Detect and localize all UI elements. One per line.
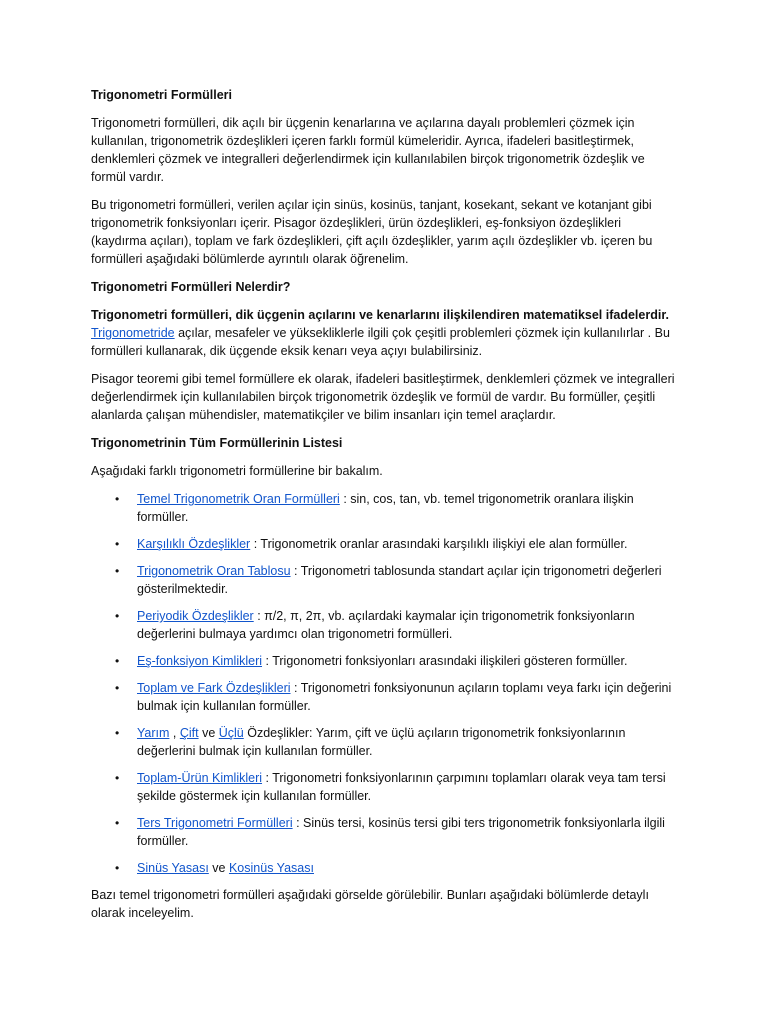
link-triple[interactable]: Üçlü	[218, 726, 244, 740]
list-item-text: : Sinüs tersi, kosinüs tersi gibi ters trigonometrik fonksiyonlarla ilgili formüller.	[137, 816, 665, 848]
bullet-icon: •	[115, 609, 120, 623]
bullet-icon: •	[115, 564, 120, 578]
bullet-icon: •	[115, 654, 120, 668]
definition-bold-text: Trigonometri formülleri, dik üçgenin açılarını ve kenarlarını ilişkilendiren matematiksel ifadelerdir.	[91, 308, 669, 322]
bullet-icon: •	[115, 492, 120, 506]
intro-paragraph-1: Trigonometri formülleri, dik açılı bir üçgenin kenarlarına ve açılarına dayalı problemleri çözmek için kullanılan, trigonometrik özdeşlikleri içeren farklı formül kümeleridir. Ayrıca, ifadeleri basitleştirmek, denklemleri çözmek ve integralleri değerlendirmek için kullanılabilen birçok trigonometrik özdeşlik ve formül vardır.	[91, 116, 645, 184]
list-item	[115, 859, 678, 877]
bullet-icon: •	[115, 816, 120, 830]
list-item-text: : Trigonometrik oranlar arasındaki karşılıklı ilişkiyi ele alan formüller.	[250, 537, 628, 551]
list-separator: ve	[198, 726, 219, 740]
section1-paragraph-2: Pisagor teoremi gibi temel formüllere ek olarak, ifadeleri basitleştirmek, denklemleri çözmek ve integralleri değerlendirmek için kullanılabilen birçok trigonometrik özdeşlik ve formül de vardır. Bu formüller, çeşitli alanlarda çalışan mühendisler, matematikçiler ve bilim insanları için temel araçlardır.	[91, 372, 675, 422]
list-item	[115, 679, 678, 715]
link-law-of-cosines[interactable]: Kosinüs Yasası	[228, 861, 314, 875]
link-basic-ratio-formulas[interactable]: Temel Trigonometrik Oran Formülleri	[137, 492, 340, 506]
link-law-of-sines[interactable]: Sinüs Yasası	[137, 861, 209, 875]
page-title: Trigonometri Formülleri	[91, 88, 232, 102]
closing-paragraph: Bazı temel trigonometri formülleri aşağıdaki görselde görülebilir. Bunları aşağıdaki bölümlerde detaylı olarak inceleyelim.	[91, 888, 649, 920]
list-item	[115, 814, 678, 850]
link-half[interactable]: Yarım	[137, 726, 170, 740]
bullet-icon: •	[115, 771, 120, 785]
list-item-text: : Trigonometri tablosunda standart açılar için trigonometri değerleri gösterilmektedir.	[137, 564, 662, 596]
list-item	[115, 724, 678, 760]
list-item-text: Özdeşlikler: Yarım, çift ve üçlü açıların trigonometrik fonksiyonlarının değerlerini bulmak için kullanılan formüller.	[137, 726, 626, 758]
section-heading-list: Trigonometrinin Tüm Formüllerinin Listesi	[91, 436, 343, 450]
link-reciprocal-identities[interactable]: Karşılıklı Özdeşlikler	[137, 537, 251, 551]
section1-paragraph-1	[91, 306, 678, 360]
link-double[interactable]: Çift	[179, 726, 199, 740]
bullet-icon: •	[115, 681, 120, 695]
link-inverse-trig-formulas[interactable]: Ters Trigonometri Formülleri	[137, 816, 293, 830]
list-item-text: : Trigonometri fonksiyonunun açıların toplamı veya farkı için değerini bulmak için kullanılan formüller.	[137, 681, 672, 713]
list-item	[115, 535, 678, 553]
section-heading-what-are: Trigonometri Formülleri Nelerdir?	[91, 280, 291, 294]
bullet-icon: •	[115, 726, 120, 740]
list-item-text: : Trigonometri fonksiyonlarının çarpımını toplamları olarak veya tam tersi şekilde göstermek için kullanılan formüller.	[137, 771, 666, 803]
section2-intro: Aşağıdaki farklı trigonometri formüllerine bir bakalım.	[91, 464, 383, 478]
list-item	[115, 769, 678, 805]
intro-paragraph-2: Bu trigonometri formülleri, verilen açılar için sinüs, kosinüs, tanjant, kosekant, sekant ve kotanjant gibi trigonometrik fonksiyonları içerir. Pisagor özdeşlikleri, ürün özdeşlikleri, eş-fonksiyon özdeşlikleri (kaydırma açıları), toplam ve fark özdeşlikleri, çift açılı özdeşlikler, yarım açılı özdeşlikler vb. içeren bu formülleri aşağıdaki bölümlerde ayrıntılı olarak öğrenelim.	[91, 198, 653, 266]
bullet-icon: •	[115, 537, 120, 551]
link-trigonometride[interactable]: Trigonometride	[91, 326, 175, 340]
list-item	[115, 607, 678, 643]
link-sum-product-identities[interactable]: Toplam-Ürün Kimlikleri	[137, 771, 263, 785]
link-cofunction-identities[interactable]: Eş-fonksiyon Kimlikleri	[137, 654, 263, 668]
definition-rest-text: açılar, mesafeler ve yüksekliklerle ilgili çok çeşitli problemleri çözmek için kullanılırlar . Bu formülleri kullanarak, dik üçgende eksik kenarı veya açıyı bulabilirsiniz.	[91, 326, 670, 358]
list-item	[115, 562, 678, 598]
list-item	[115, 652, 678, 670]
link-sum-difference-identities[interactable]: Toplam ve Fark Özdeşlikleri	[137, 681, 291, 695]
link-ratio-table[interactable]: Trigonometrik Oran Tablosu	[137, 564, 291, 578]
link-periodic-identities[interactable]: Periyodik Özdeşlikler	[137, 609, 254, 623]
bullet-icon: •	[115, 861, 120, 875]
list-separator: ,	[169, 726, 180, 740]
list-item-text: : Trigonometri fonksiyonları arasındaki ilişkileri gösteren formüller.	[262, 654, 628, 668]
list-separator: ve	[208, 861, 229, 875]
list-item-text: : π/2, π, 2π, vb. açılardaki kaymalar için trigonometrik fonksiyonların değerlerini bulmaya yardımcı olan trigonometri formülleri.	[137, 609, 635, 641]
formula-list	[91, 490, 678, 877]
list-item-text: : sin, cos, tan, vb. temel trigonometrik oranlara ilişkin formüller.	[137, 492, 634, 524]
list-item	[115, 490, 678, 526]
